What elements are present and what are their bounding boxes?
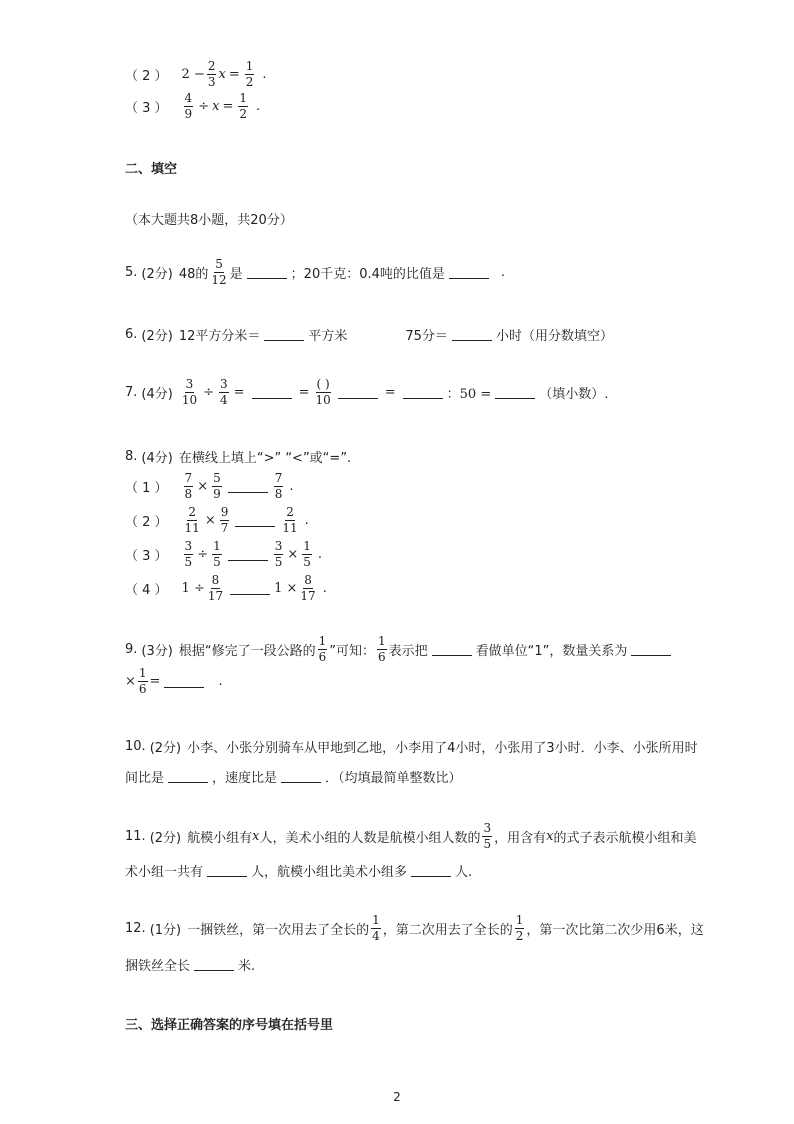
fraction: $\frac{1}{6}$ xyxy=(377,634,386,664)
fraction: $\frac{9}{7}$ xyxy=(220,505,229,535)
ratio-50: ：50 = xyxy=(446,387,492,402)
question-number: 8. xyxy=(125,449,138,464)
fraction: $\frac{3}{5}$ xyxy=(274,539,283,569)
answer-blank[interactable] xyxy=(338,386,378,399)
fraction: $\frac{1}{2}$ xyxy=(239,91,247,121)
operator: × xyxy=(125,674,136,689)
text: 小时（用分数填空） xyxy=(495,329,613,344)
answer-blank[interactable] xyxy=(168,770,208,783)
part-label: （ 4 ） xyxy=(125,583,168,598)
text: 人，美术小组的人数是航模小组人数的 xyxy=(259,831,481,846)
answer-blank[interactable] xyxy=(264,328,304,341)
text: 捆铁丝全长 xyxy=(125,959,191,974)
text: ，第二次用去了全长的 xyxy=(382,923,513,938)
text: 米. xyxy=(238,959,256,974)
text: 的式子表示航模小组和美 xyxy=(553,831,697,846)
question-score: (2分) xyxy=(149,831,182,846)
question-number: 12. xyxy=(125,921,146,936)
page-number: 2 xyxy=(393,1090,401,1104)
answer-blank[interactable] xyxy=(247,266,287,279)
text: ，用含有 xyxy=(494,831,547,846)
question-score: (4分) xyxy=(141,387,173,402)
question-9-line-1 xyxy=(125,635,675,664)
question-7 xyxy=(125,378,608,407)
question-score: (1分) xyxy=(149,923,182,938)
question-8 xyxy=(125,447,351,466)
period: . xyxy=(500,265,506,280)
text: 小李、小张分别骑车从甲地到乙地，小李用了4小时，小张用了3小时．小李、小张所用时 xyxy=(187,741,698,756)
fraction-with-blank[interactable]: $\frac{( )}{10}$ xyxy=(315,377,331,407)
fraction: $\frac{8}{17}$ xyxy=(207,573,224,603)
question-10-line-2 xyxy=(125,767,462,786)
period: . xyxy=(262,67,267,82)
text: 航模小组有 xyxy=(187,831,253,846)
text: ．（均填最简单整数比） xyxy=(325,771,462,786)
question-score: (2分) xyxy=(141,329,173,344)
text: ；20千克：0.4吨的比值是 xyxy=(290,267,445,282)
question-score: (2分) xyxy=(149,741,182,756)
text: 是 xyxy=(229,267,243,282)
period: . xyxy=(304,513,309,528)
text: ”可知： xyxy=(329,644,375,659)
answer-blank[interactable] xyxy=(207,864,247,877)
text: 人，航模小组比美术小组多 xyxy=(251,865,408,880)
answer-blank[interactable] xyxy=(164,675,204,688)
answer-blank[interactable] xyxy=(411,864,451,877)
text: 一捆铁丝，第一次用去了全长的 xyxy=(187,923,370,938)
equals: = xyxy=(149,674,161,689)
q8-part-1 xyxy=(125,472,294,501)
section-3-title: 三、选择正确答案的序号填在括号里 xyxy=(125,1018,334,1033)
text: 表示把 xyxy=(388,644,428,659)
fraction: $\frac{1}{6}$ xyxy=(318,634,327,664)
question-11-line-1 xyxy=(125,822,697,851)
fraction: $\frac{7}{8}$ xyxy=(274,471,283,501)
operator: ÷ xyxy=(197,547,209,562)
question-score: (4分) xyxy=(141,451,173,466)
question-5 xyxy=(125,258,505,287)
divide: ÷ xyxy=(203,385,215,400)
q8-part-3 xyxy=(125,540,322,569)
question-11-line-2 xyxy=(125,861,472,880)
question-number: 9. xyxy=(125,642,138,657)
section-2-title: 二、填空 xyxy=(125,162,178,177)
expr-lead: 2 − xyxy=(181,67,205,82)
divide: ÷ xyxy=(198,99,210,114)
text: 人. xyxy=(455,865,473,880)
q8-part-2 xyxy=(125,506,309,535)
fraction: $\frac{5}{12}$ xyxy=(211,257,227,287)
equals: = xyxy=(228,67,240,82)
operator: × xyxy=(287,547,299,562)
answer-blank[interactable] xyxy=(452,328,492,341)
answer-blank[interactable] xyxy=(449,266,489,279)
period: . xyxy=(322,581,327,596)
fraction: $\frac{3}{5}$ xyxy=(483,821,492,851)
fraction: $\frac{4}{9}$ xyxy=(184,91,193,121)
equals: = xyxy=(233,385,245,400)
answer-blank[interactable] xyxy=(194,958,234,971)
text: 在横线上填上“>” “<”或“=”. xyxy=(178,451,352,466)
equals: = xyxy=(222,99,234,114)
answer-blank[interactable] xyxy=(252,386,292,399)
part-label: （ 1 ） xyxy=(125,481,168,496)
part-label: （ 2 ） xyxy=(125,69,168,84)
expr-lead: 1 ÷ xyxy=(181,581,205,596)
q-prev-part-2 xyxy=(125,60,267,89)
answer-blank[interactable] xyxy=(235,514,275,527)
variable-x: x xyxy=(218,67,226,82)
text: 间比是 xyxy=(125,771,165,786)
fraction: $\frac{1}{6}$ xyxy=(138,666,147,696)
period: . xyxy=(218,674,223,689)
equals: = xyxy=(384,385,396,400)
variable-x: x xyxy=(546,829,554,844)
question-10-line-1 xyxy=(125,737,698,756)
question-number: 7. xyxy=(125,385,138,400)
text: 平方米 xyxy=(308,329,348,344)
question-score: (3分) xyxy=(141,644,173,659)
answer-blank[interactable] xyxy=(281,770,321,783)
answer-blank[interactable] xyxy=(631,643,671,656)
period: . xyxy=(289,479,294,494)
text: （填小数）. xyxy=(539,387,609,402)
fraction: $\frac{1}{2}$ xyxy=(245,59,254,89)
answer-blank[interactable] xyxy=(228,548,268,561)
question-number: 10. xyxy=(125,739,146,754)
variable-x: x xyxy=(252,829,260,844)
operator: × xyxy=(204,513,216,528)
question-score: (2分) xyxy=(141,267,173,282)
text: 48的 xyxy=(178,267,209,282)
text: ，第一次比第二次少用6米，这 xyxy=(526,923,704,938)
part-label: （ 3 ） xyxy=(125,101,168,116)
operator: × xyxy=(197,479,209,494)
section-2-info: （本大题共8小题，共20分） xyxy=(125,213,293,228)
answer-blank[interactable] xyxy=(432,643,472,656)
fraction: $\frac{7}{8}$ xyxy=(184,471,193,501)
answer-blank[interactable] xyxy=(228,480,268,493)
fraction: $\frac{2}{3}$ xyxy=(207,59,216,89)
text: 根据“修完了一段公路的 xyxy=(178,644,316,659)
answer-blank[interactable] xyxy=(230,582,270,595)
question-number: 5. xyxy=(125,265,138,280)
question-number: 11. xyxy=(125,829,146,844)
equals: = xyxy=(298,385,310,400)
text: ，速度比是 xyxy=(212,771,278,786)
question-6 xyxy=(125,325,613,344)
question-12-line-1 xyxy=(125,914,704,943)
text: 75分＝ xyxy=(405,329,448,344)
text: 术小组一共有 xyxy=(125,865,204,880)
period: . xyxy=(255,99,261,114)
q-prev-part-3 xyxy=(125,92,260,121)
fraction: $\frac{3}{4}$ xyxy=(220,377,228,407)
variable-x: x xyxy=(212,99,220,114)
part-label: （ 3 ） xyxy=(125,549,168,564)
part-label: （ 2 ） xyxy=(125,515,168,530)
expr-lead: 1 × xyxy=(274,581,298,596)
fraction: $\frac{8}{17}$ xyxy=(300,573,316,603)
fraction: $\frac{1}{5}$ xyxy=(213,539,221,569)
text: 12平方分米＝ xyxy=(178,329,261,344)
fraction: $\frac{3}{10}$ xyxy=(181,377,198,407)
q8-part-4 xyxy=(125,574,327,603)
fraction: $\frac{1}{4}$ xyxy=(372,913,380,943)
question-9-line-2 xyxy=(125,667,223,696)
answer-blank[interactable] xyxy=(495,386,535,399)
fraction: $\frac{1}{2}$ xyxy=(515,913,524,943)
fraction: $\frac{1}{5}$ xyxy=(303,539,311,569)
fraction: $\frac{2}{11}$ xyxy=(282,505,298,535)
text: 看做单位“1”，数量关系为 xyxy=(475,644,628,659)
fraction: $\frac{5}{9}$ xyxy=(213,471,221,501)
period: . xyxy=(317,547,323,562)
answer-blank[interactable] xyxy=(403,386,443,399)
question-12-line-2 xyxy=(125,955,255,974)
question-number: 6. xyxy=(125,327,138,342)
fraction: $\frac{2}{11}$ xyxy=(184,505,200,535)
fraction: $\frac{3}{5}$ xyxy=(184,539,193,569)
